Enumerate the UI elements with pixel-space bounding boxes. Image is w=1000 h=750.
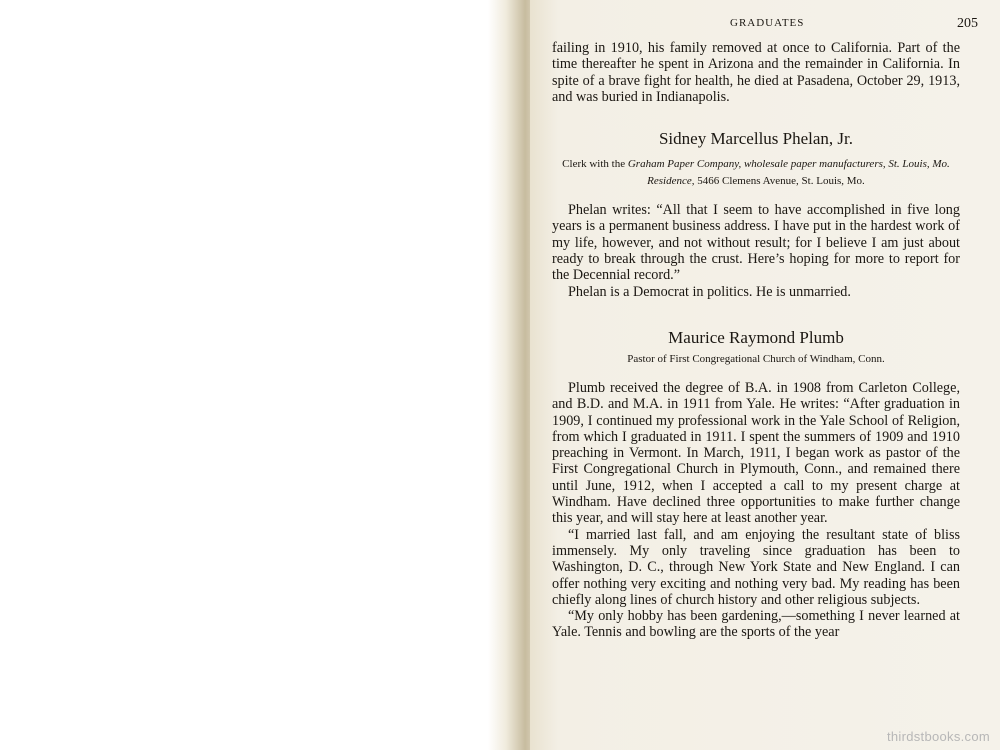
entry-occupation-plumb: Pastor of First Congregational Church of Windham, Conn. <box>627 352 885 365</box>
right-page <box>530 0 1000 750</box>
intro-paragraph: failing in 1910, his family removed at once to California. Part of the time thereafter he spent in Arizona and the remainder in California. In spite of a brave fight for health, he died at Pasadena, October 29, 1913, and was buried in Indianapolis. <box>552 40 960 105</box>
plumb-paragraph-1: Plumb received the degree of B.A. in 1908 from Carleton College, and B.D. and M.A. in 1911 from Yale. He writes: “After graduation in 1909, I continued my professional work in the Yale School of Religion, from which I graduated in 1911. I spent the summers of 1909 and 1910 preaching in Vermont. In March, 1911, I began work as pastor of the First Congregational Church in Plymouth, Conn., and remained there until June, 1912, when I accepted a call to my present charge at Windham. Have declined three opportunities to make further change this year, and will stay here at least another year. <box>552 379 960 527</box>
residence-label: Residence, <box>647 175 695 188</box>
entry-name-plumb: Maurice Raymond Plumb <box>668 327 844 347</box>
occupation-prefix: Clerk with the <box>562 158 628 171</box>
plumb-paragraph-2: “I married last fall, and am enjoying the resultant state of bliss immensely. My only traveling since graduation has been to Washington, D. C., through New York State and New England. I can offer nothing very exciting and nothing very bad. My reading has been chiefly along lines of church history and other religious subjects. <box>552 526 960 608</box>
page-text <box>552 40 960 641</box>
residence-value: 5466 Clemens Avenue, St. Louis, Mo. <box>694 175 865 188</box>
entry-name-phelan: Sidney Marcellus Phelan, Jr. <box>658 129 854 149</box>
entry-occupation-phelan <box>552 157 960 171</box>
running-title: GRADUATES <box>730 17 805 29</box>
watermark-text: thirdstbooks.com <box>886 729 990 744</box>
occupation-company: Graham Paper Company, wholesale paper manufacturers, St. Louis, Mo. <box>627 158 950 171</box>
page-number: 205 <box>957 16 978 31</box>
phelan-paragraph-1: Phelan writes: “All that I seem to have accomplished in five long years is a permanent business address. I have put in the hardest work of my life, however, and not without result; for I believe I am just about ready to break through the crust. Here’s hoping for more to report for the Decennial record.” <box>552 202 960 284</box>
running-head <box>530 17 1000 33</box>
entry-residence-phelan <box>552 174 960 188</box>
plumb-paragraph-3: “My only hobby has been gardening,—something I never learned at Yale. Tennis and bowling are the sports of the year <box>552 608 960 641</box>
phelan-paragraph-2: Phelan is a Democrat in politics. He is unmarried. <box>568 283 851 300</box>
